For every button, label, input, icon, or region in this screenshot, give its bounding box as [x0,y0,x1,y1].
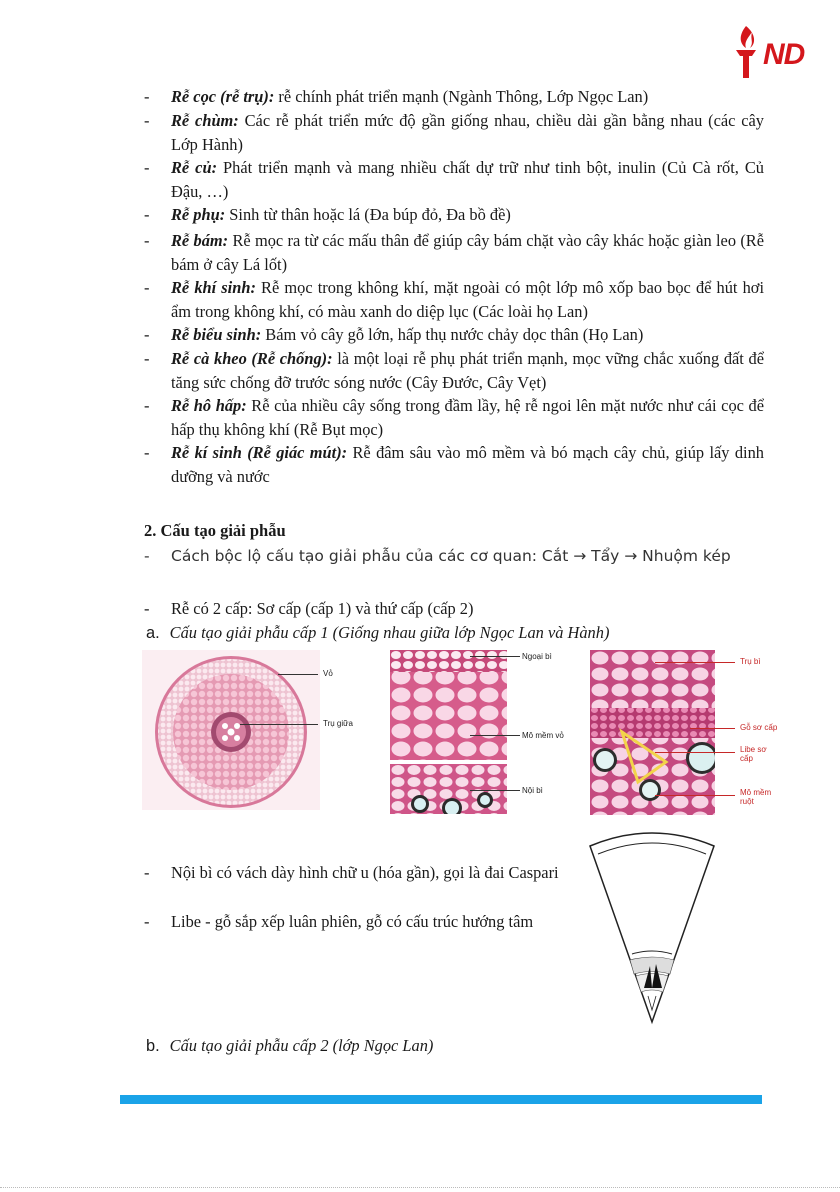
leader-line [470,735,520,736]
list-item-note-1: - Nội bì có vách dày hình chữ u (hóa gần), gọi là đai Caspari [144,863,559,882]
subheading-b: b. Cấu tạo giải phẫu cấp 2 (lớp Ngọc Lan) [146,1036,434,1055]
root-type-item [144,85,764,109]
root-type-item [144,394,764,441]
label-tru-bi: Trụ bì [740,657,761,666]
label-vo: Vỏ [323,669,333,678]
leader-line [655,752,735,753]
label-tru-giua: Trụ giữa [323,719,353,728]
root-type-item [144,203,764,227]
bullet-dash: - [144,111,150,130]
root-type-desc: Rễ đâm sâu vào mô mềm và bó mạch cây chủ, giúp lấy dinh dưỡng và nước [171,443,764,486]
leader-line [470,656,520,657]
root-type-desc: rễ chính phát triển mạnh (Ngành Thông, Lớp Ngọc Lan) [274,87,649,106]
bullet-dash: - [144,278,150,297]
leader-line [655,795,735,796]
micrograph-endodermis [390,764,507,814]
root-type-term: Rễ củ: [171,158,218,177]
root-type-item [144,156,764,203]
bullet-dash: - [144,205,150,224]
bullet-dash: - [144,325,150,344]
logo-text: ND [763,38,805,71]
divider [0,1187,840,1189]
micrograph-stele [590,650,715,815]
root-type-desc: là một loại rễ phụ phát triển mạnh, mọc vững chắc xuống đất để tăng sức chống đỡ trước sóng nước (Cây Đước, Cây Vẹt) [171,349,764,392]
label-ngoai-bi: Ngoại bì [522,652,552,661]
list-item-levels: - Rễ có 2 cấp: Sơ cấp (cấp 1) và thứ cấp (cấp 2) [144,599,474,618]
bullet-dash: - [144,443,150,462]
leader-line [655,662,735,663]
root-type-item [144,276,764,323]
root-type-item [144,441,764,488]
label-mo-mem-ruot: Mô mềm ruột [740,788,772,806]
bullet-dash: - [144,396,150,415]
root-type-term: Rễ khí sinh: [171,278,256,297]
root-type-desc: Rễ của nhiều cây sống trong đầm lầy, hệ rễ ngoi lên mặt nước như cái cọc để hấp thụ không khí (Rễ Bụt mọc) [171,396,764,439]
root-type-item [144,323,764,347]
root-type-item [144,229,764,276]
torch-icon [726,22,766,82]
root-type-term: Rễ bám: [171,231,229,250]
leader-line [470,790,520,791]
root-type-term: Rễ phụ: [171,205,226,224]
footer-bar [120,1095,762,1104]
leader-line [278,674,318,675]
micrograph-cortex [390,650,507,760]
root-type-desc: Bám vỏ cây gỗ lớn, hấp thụ nước chảy dọc thân (Họ Lan) [261,325,644,344]
bullet-dash: - [144,349,150,368]
bullet-dash: - [144,87,150,106]
section-heading: 2. Cấu tạo giải phẫu [144,521,286,540]
bullet-dash: - [144,231,150,250]
root-type-desc: Phát triển mạnh và mang nhiều chất dự trữ như tinh bột, inulin (Củ Cà rốt, Củ Đậu, …) [171,158,764,201]
label-go-so-cap: Gỗ sơ cấp [740,723,778,732]
root-type-term: Rễ hô hấp: [171,396,247,415]
label-noi-bi: Nội bì [522,786,543,795]
list-item-note-2: - Libe - gỗ sắp xếp luân phiên, gỗ có cấu trúc hướng tâm [144,912,534,931]
root-type-term: Rễ biểu sinh: [171,325,262,344]
subheading-a: a. Cấu tạo giải phẫu cấp 1 (Giống nhau giữa lớp Ngọc Lan và Hành) [146,623,610,642]
root-type-desc: Các rễ phát triển mức độ gần giống nhau, chiều dài gần bằng nhau (các cây Lớp Hành) [171,111,764,154]
root-type-term: Rễ kí sinh (Rễ giác mút): [171,443,348,462]
list-item-method: - Cách bộc lộ cấu tạo giải phẫu của các cơ quan: Cắt → Tẩy → Nhuộm kép [144,547,731,565]
leader-line [690,728,735,729]
root-type-term: Rễ chùm: [171,111,239,130]
root-type-item [144,347,764,394]
label-libe-so-cap: Libe sơ cấp [740,745,767,763]
bullet-dash: - [144,158,150,177]
root-type-term: Rễ cọc (rễ trụ): [171,87,275,106]
root-type-desc: Rễ mọc ra từ các mấu thân để giúp cây bám chặt vào cây khác hoặc giàn leo (Rễ bám ở cây Lá lốt) [171,231,764,274]
root-type-term: Rễ cà kheo (Rễ chống): [171,349,333,368]
root-type-desc: Rễ mọc trong không khí, mặt ngoài có một lớp mô xốp bao bọc để hút hơi ẩm trong không khí, có màu xanh do diệp lục (Các loài họ Lan) [171,278,765,321]
label-mo-mem-vo: Mô mềm vỏ [522,731,564,740]
root-type-desc: Sinh từ thân hoặc lá (Đa búp đỏ, Đa bồ đề) [225,205,511,224]
root-type-item [144,109,764,156]
leader-line [240,724,318,725]
sector-diagram [588,826,716,1026]
